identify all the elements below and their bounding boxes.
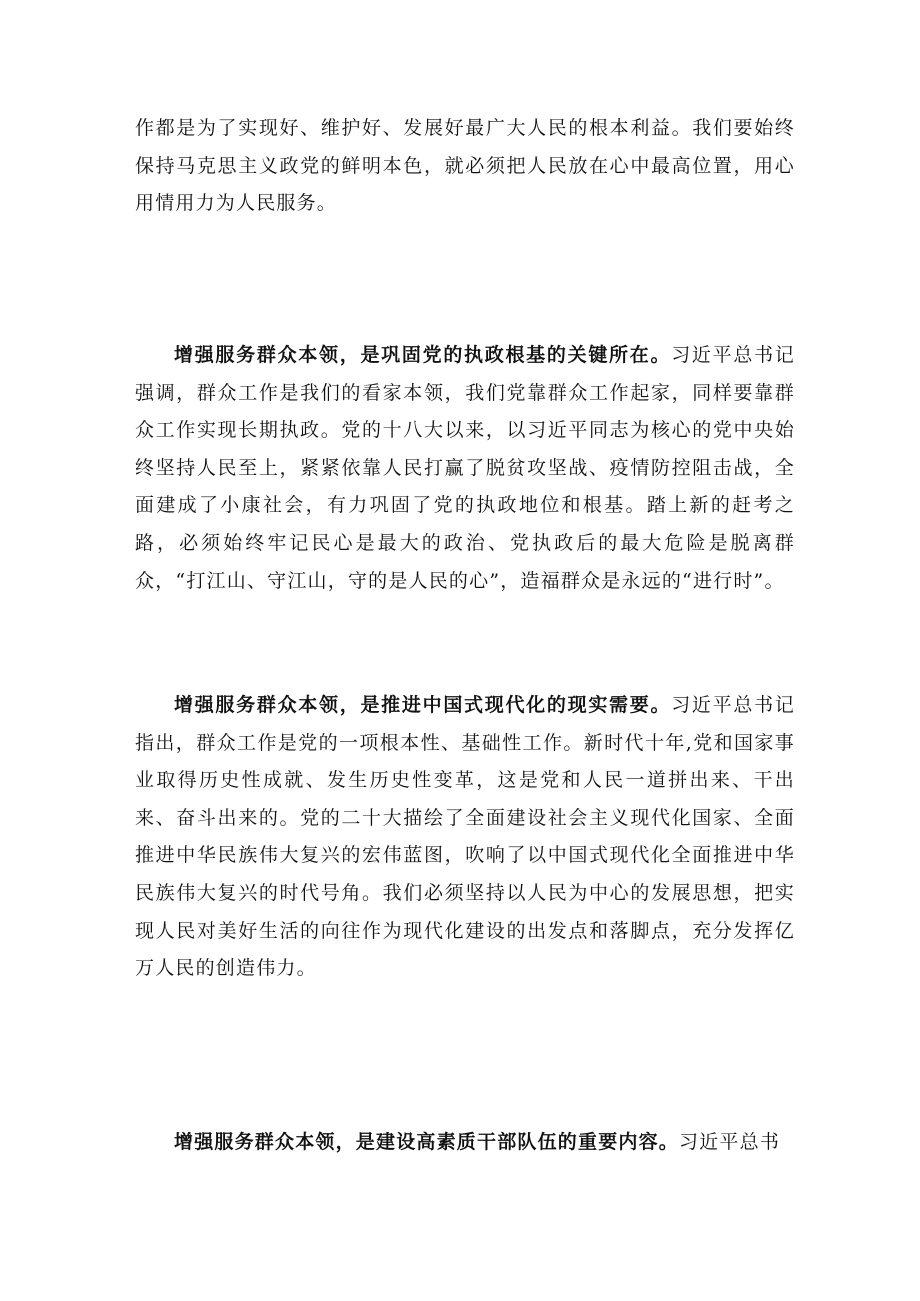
paragraph-lead-bold: 增强服务群众本领，是推进中国式现代化的现实需要。 bbox=[174, 694, 672, 716]
paragraph-modernization bbox=[135, 687, 795, 988]
paragraph-body: 习近平总书记指出，群众工作是党的一项根本性、基础性工作。新时代十年,党和国家事业取得历史性成就、发生历史性变革，这是党和人民一道拼出来、干出来、奋斗出来的。党的二十大描绘了全面建设社会主义现代化国家、全面推进中华民族伟大复兴的宏伟蓝图，吹响了以中国式现代化全面推进中华民族伟大复兴的时代号角。我们必须坚持以人民为中心的发展思想，把实现人民对美好生活的向往作为现代化建设的出发点和落脚点，充分发挥亿万人民的创造伟力。 bbox=[135, 694, 795, 980]
paragraph-governance-foundation bbox=[135, 337, 795, 600]
paragraph-lead-bold: 增强服务群众本领，是巩固党的执政根基的关键所在。 bbox=[174, 344, 672, 366]
paragraph-continued bbox=[135, 110, 795, 223]
paragraph-body: 习近平总书记强调，群众工作是我们的看家本领，我们党靠群众工作起家，同样要靠群众工作实现长期执政。党的十八大以来，以习近平同志为核心的党中央始终坚持人民至上，紧紧依靠人民打赢了脱贫攻坚战、疫情防控阻击战，全面建成了小康社会，有力巩固了党的执政地位和根基。踏上新的赶考之路，必须始终牢记民心是最大的政治、党执政后的最大危险是脱离群众，“打江山、守江山，守的是人民的心”，造福群众是永远的“进行时”。 bbox=[135, 344, 795, 592]
paragraph-lead-bold: 增强服务群众本领，是建设高素质干部队伍的重要内容。 bbox=[174, 1131, 680, 1153]
paragraph-cadre-team bbox=[135, 1124, 795, 1162]
paragraph-body: 作都是为了实现好、维护好、发展好最广大人民的根本利益。我们要始终保持马克思主义政党的鲜明本色，就必须把人民放在心中最高位置，用心用情用力为人民服务。 bbox=[135, 117, 795, 215]
paragraph-body: 习近平总书 bbox=[679, 1131, 781, 1153]
